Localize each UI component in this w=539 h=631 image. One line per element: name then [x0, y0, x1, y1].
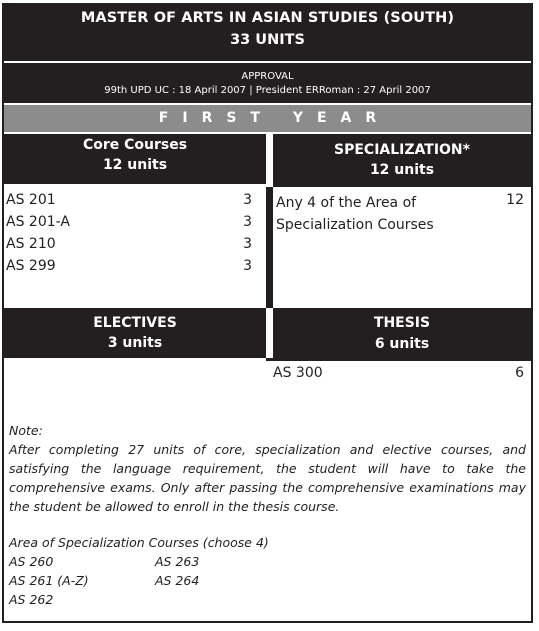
thesis-course-units: 6	[515, 365, 524, 381]
approval-bar	[4, 63, 531, 103]
core-header	[4, 134, 266, 184]
electives-title: ELECTIVES	[93, 315, 177, 331]
area-course: AS 264	[155, 573, 200, 588]
thesis-units: 6 units	[374, 336, 430, 352]
thesis-header	[273, 308, 531, 361]
area-course: AS 260	[9, 554, 54, 569]
approval-details: 99th UPD UC : 18 April 2007 | President ERRoman : 27 April 2007	[104, 85, 431, 96]
note-block	[9, 421, 526, 516]
core-course-code: AS 201-A	[6, 214, 70, 230]
area-heading: Area of Specialization Courses (choose 4)	[9, 535, 269, 550]
core-title: Core Courses	[82, 137, 188, 153]
specialization-desc-line2: Specialization Courses	[276, 217, 434, 233]
specialization-title: SPECIALIZATION*	[334, 142, 470, 158]
thesis-course-code: AS 300	[273, 365, 323, 381]
electives-header	[4, 308, 266, 358]
specialization-header	[273, 134, 531, 187]
year-banner	[4, 105, 531, 132]
program-units: 33 UNITS	[230, 32, 305, 48]
electives-units: 3 units	[107, 335, 163, 351]
thesis-title: THESIS	[373, 315, 431, 331]
area-course: AS 261 (A-Z)	[9, 573, 89, 588]
column-divider	[266, 187, 273, 308]
year-banner-text: FIRST YEAR	[158, 110, 391, 126]
specialization-units: 12 units	[369, 162, 435, 178]
core-course-units: 3	[243, 214, 252, 230]
core-units: 12 units	[102, 157, 168, 173]
core-course-units: 3	[243, 192, 252, 208]
program-header	[4, 5, 531, 61]
specialization-desc-line1: Any 4 of the Area of	[276, 195, 417, 211]
core-course-code: AS 210	[6, 236, 56, 252]
core-course-units: 3	[243, 236, 252, 252]
approval-label: APPROVAL	[241, 71, 294, 82]
specialization-value: 12	[506, 192, 524, 208]
area-course: AS 262	[9, 592, 54, 607]
curriculum-card	[2, 3, 533, 623]
column-divider	[266, 358, 273, 361]
note-text: After completing 27 units of core, specialization and elective courses, and satisfying the language requirement, the student will have to take the comprehensive exams. Only after passing the comprehensive examinations may the student be allowed to enroll in the thesis course.	[9, 442, 526, 514]
area-course: AS 263	[155, 554, 200, 569]
program-title: MASTER OF ARTS IN ASIAN STUDIES (SOUTH)	[80, 10, 455, 26]
core-course-code: AS 299	[6, 258, 56, 274]
core-course-units: 3	[243, 258, 252, 274]
note-label: Note:	[9, 423, 43, 438]
core-course-code: AS 201	[6, 192, 56, 208]
